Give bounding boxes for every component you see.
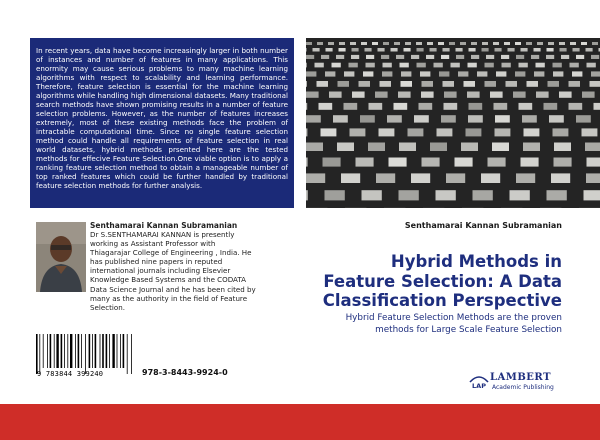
- publisher-name: LAMBERT: [490, 372, 552, 383]
- publisher-logo-icon: [468, 370, 490, 392]
- isbn-number: 978-3-8443-9924-0: [142, 368, 228, 377]
- book-title: Hybrid Methods in Feature Selection: A Data Classification Perspective: [322, 252, 562, 310]
- back-author-name: Senthamarai Kannan Subramanian: [90, 221, 238, 230]
- cover-photo: [306, 38, 600, 208]
- author-bio: Dr S.SENTHAMARAI KANNAN is presently working as Assistant Professor with Thiagarajar College of Engineering , India. He has published nine papers in reputed international journals including Elsevier Knowledge Based Systems and the CODATA Data Science Journal and he has been cited by many as the authority in the field of Feature Selection.: [90, 230, 256, 312]
- publisher-tagline: Academic Publishing: [492, 384, 554, 391]
- back-cover-blurb: In recent years, data have become increasingly larger in both number of instances and number of features in many applications. This enormity may cause serious problems to many machine learning algorithms with respect to scalability and learning performance. Therefore, feature selection is essential for the machine learning algorithms while handling high dimensional datasets. Many traditional search methods have shown promising results in a number of feature selection problems. However, as the number of features increases extremely, most of these existing methods face the problem of intractable computational time. Since no single feature selection method could handle all requirements of feature selection in real world datasets, hybrid methods prsented here are the tested methods for effecive Feature Selection.One viable option is to apply a ranking feature selection method to obtain a manageable number of top ranked features which could be further handled by traditional feature selection methods for further analysis.: [36, 46, 288, 190]
- barcode-digits: 9 783844 399240: [37, 370, 104, 378]
- book-subtitle: Hybrid Feature Selection Methods are the proven methods for Large Scale Feature Selection: [345, 313, 562, 335]
- bottom-red-band: [0, 404, 600, 440]
- publisher-logo-text: LAP: [472, 382, 486, 390]
- server-room-image: [306, 38, 600, 208]
- author-photo: [36, 222, 86, 292]
- author-portrait-image: [36, 222, 86, 292]
- front-author-name: Senthamarai Kannan Subramanian: [404, 221, 562, 230]
